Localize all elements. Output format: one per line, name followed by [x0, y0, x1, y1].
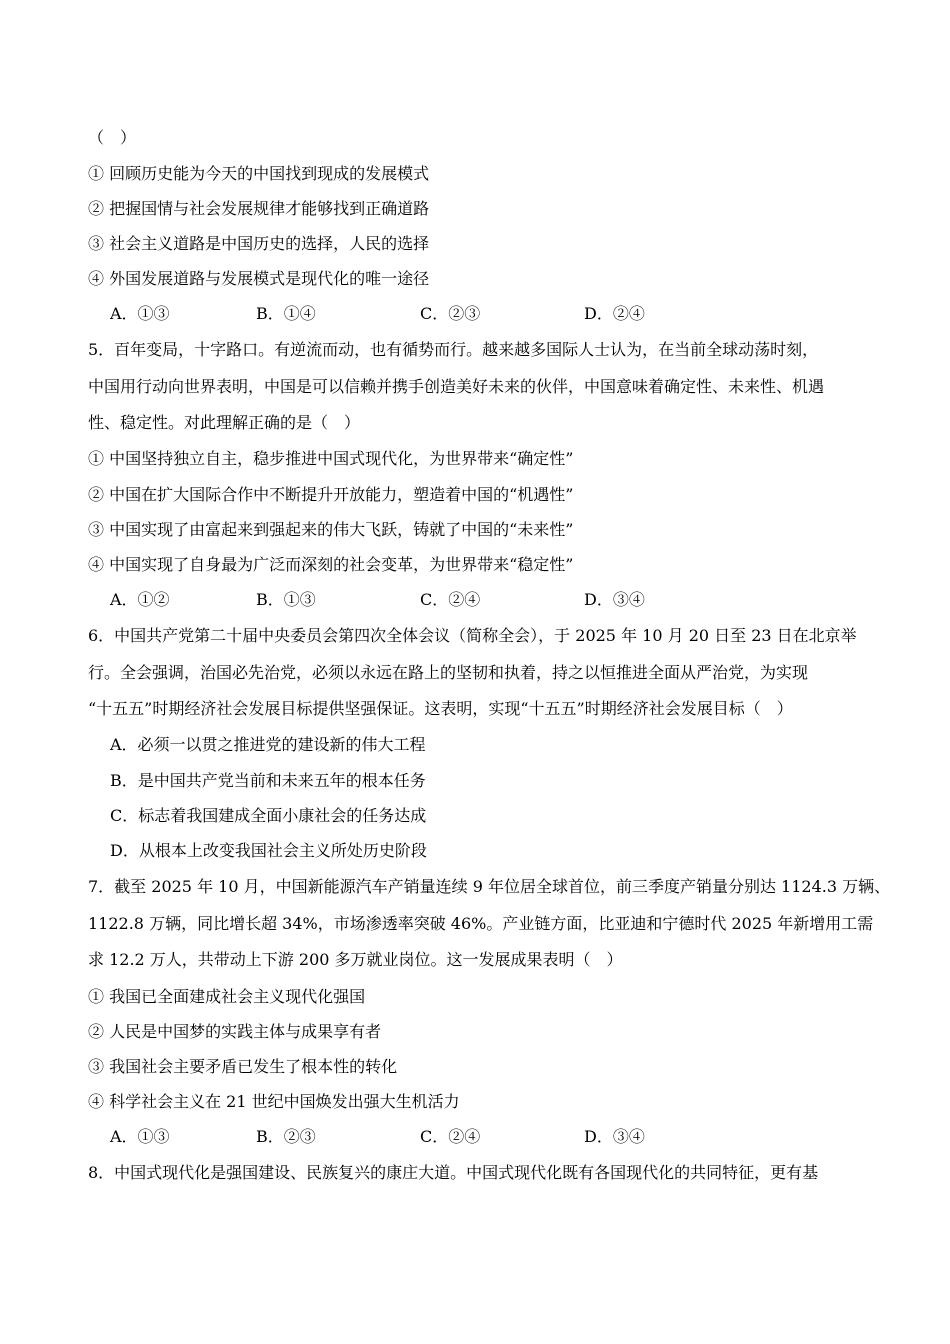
q6-option-c[interactable]: C．标志着我国建成全面小康社会的任务达成 — [110, 806, 427, 825]
q8-stem-line-1: 8．中国式现代化是强国建设、民族复兴的康庄大道。中国式现代化既有各国现代化的共同特征，更有基 — [88, 1163, 819, 1182]
q5-option-c[interactable]: C．②④ — [420, 590, 481, 609]
q6-option-a[interactable]: A．必须一以贯之推进党的建设新的伟大工程 — [110, 735, 426, 754]
q7-stem-line-2: 1122.8 万辆，同比增长超 34%，市场渗透率突破 46%。产业链方面，比亚迪和宁德时代 2025 年新增用工需 — [88, 914, 874, 933]
q5-item-1: ① 中国坚持独立自主，稳步推进中国式现代化，为世界带来“确定性” — [88, 449, 574, 468]
q6-stem-line-2: 行。全会强调，治国必先治党，必须以永远在路上的坚韧和执着，持之以恒推进全面从严治党，为实现 — [88, 663, 809, 682]
q7-item-3: ③ 我国社会主要矛盾已发生了根本性的转化 — [88, 1057, 398, 1076]
q5-option-a[interactable]: A．①② — [110, 590, 170, 609]
q4-option-d[interactable]: D．②④ — [584, 304, 645, 323]
q7-stem-line-3: 求 12.2 万人，共带动上下游 200 多万就业岗位。这一发展成果表明（ ） — [88, 950, 623, 969]
q4-item-3: ③ 社会主义道路是中国历史的选择，人民的选择 — [88, 234, 430, 253]
q4-option-b[interactable]: B．①④ — [256, 304, 316, 323]
q6-stem-line-3: “十五五”时期经济社会发展目标提供坚强保证。这表明，实现“十五五”时期经济社会发展目标（ ） — [88, 699, 793, 718]
q5-item-2: ② 中国在扩大国际合作中不断提升开放能力，塑造着中国的“机遇性” — [88, 485, 574, 504]
q4-item-2: ② 把握国情与社会发展规律才能够找到正确道路 — [88, 199, 430, 218]
q5-item-4: ④ 中国实现了自身最为广泛而深刻的社会变革，为世界带来“稳定性” — [88, 555, 574, 574]
q6-option-b[interactable]: B．是中国共产党当前和未来五年的根本任务 — [110, 771, 426, 790]
q5-item-3: ③ 中国实现了由富起来到强起来的伟大飞跃，铸就了中国的“未来性” — [88, 520, 574, 539]
q4-option-a[interactable]: A．①③ — [110, 304, 170, 323]
q7-option-d[interactable]: D．③④ — [584, 1127, 645, 1146]
q4-answer-bracket: （ ） — [88, 128, 137, 147]
q7-option-a[interactable]: A．①③ — [110, 1127, 170, 1146]
q4-option-c[interactable]: C．②③ — [420, 304, 481, 323]
q4-item-4: ④ 外国发展道路与发展模式是现代化的唯一途径 — [88, 269, 430, 288]
q7-item-2: ② 人民是中国梦的实践主体与成果享有者 — [88, 1022, 382, 1041]
q5-stem-line-3: 性、稳定性。对此理解正确的是（ ） — [88, 413, 361, 432]
q5-stem-line-2: 中国用行动向世界表明，中国是可以信赖并携手创造美好未来的伙伴，中国意味着确定性、未来性、机遇 — [88, 377, 825, 396]
q6-stem-line-1: 6．中国共产党第二十届中央委员会第四次全体会议（简称全会），于 2025 年 10 月 20 日至 23 日在北京举 — [88, 626, 857, 645]
q6-option-d[interactable]: D．从根本上改变我国社会主义所处历史阶段 — [110, 841, 427, 860]
q5-option-d[interactable]: D．③④ — [584, 590, 645, 609]
q7-option-c[interactable]: C．②④ — [420, 1127, 481, 1146]
q5-stem-line-1: 5．百年变局，十字路口。有逆流而动，也有循势而行。越来越多国际人士认为，在当前全球动荡时刻， — [88, 340, 819, 359]
q4-item-1: ① 回顾历史能为今天的中国找到现成的发展模式 — [88, 164, 430, 183]
q7-stem-line-1: 7．截至 2025 年 10 月，中国新能源汽车产销量连续 9 年位居全球首位，前三季度产销量分别达 1124.3 万辆、 — [88, 877, 891, 896]
q7-item-1: ① 我国已全面建成社会主义现代化强国 — [88, 987, 366, 1006]
q5-option-b[interactable]: B．①③ — [256, 590, 316, 609]
q7-option-b[interactable]: B．②③ — [256, 1127, 316, 1146]
q7-item-4: ④ 科学社会主义在 21 世纪中国焕发出强大生机活力 — [88, 1092, 460, 1111]
